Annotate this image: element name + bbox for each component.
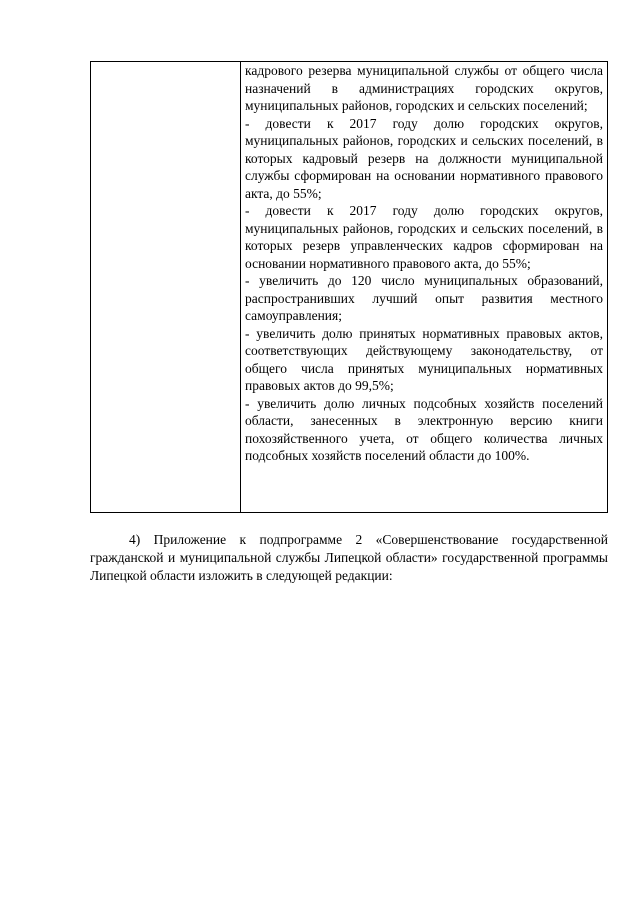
- table-paragraph: - довести к 2017 году долю городских округов, муниципальных районов, городских и сельских поселений, в которых кадровый резерв на должности муниципальной службы сформирован на основании нормативного правового акта, до 55%;: [245, 115, 603, 201]
- table-left-cell: [91, 62, 241, 512]
- table-right-cell: [241, 62, 607, 512]
- table-paragraph: - увеличить долю принятых нормативных правовых актов, соответствующих действующему законодательству, от общего числа принятых муниципальных нормативных правовых актов до 99,5%;: [245, 325, 603, 393]
- body-paragraph: 4) Приложение к подпрограмме 2 «Совершенствование государственной гражданской и муниципальной службы Липецкой области» государственной программы Липецкой области изложить в следующей редакции:: [90, 532, 608, 583]
- table-paragraph: - увеличить до 120 число муниципальных образований, распространивших лучший опыт развития местного самоуправления;: [245, 273, 603, 323]
- table-paragraph: - довести к 2017 году долю городских округов, муниципальных районов, городских и сельских поселений, в которых резерв управленческих кадров сформирован на основании нормативного правового акта, до 55%;: [245, 203, 603, 271]
- program-table: [90, 61, 608, 513]
- table-paragraph: кадрового резерва муниципальной службы от общего числа назначений в администрациях городских округов, муниципальных районов, городских и сельских поселений;: [245, 63, 603, 113]
- table-paragraph: - увеличить долю личных подсобных хозяйств поселений области, занесенных в электронную версию книги похозяйственного учета, от общего количества личных подсобных хозяйств поселений области до 100%.: [245, 395, 603, 463]
